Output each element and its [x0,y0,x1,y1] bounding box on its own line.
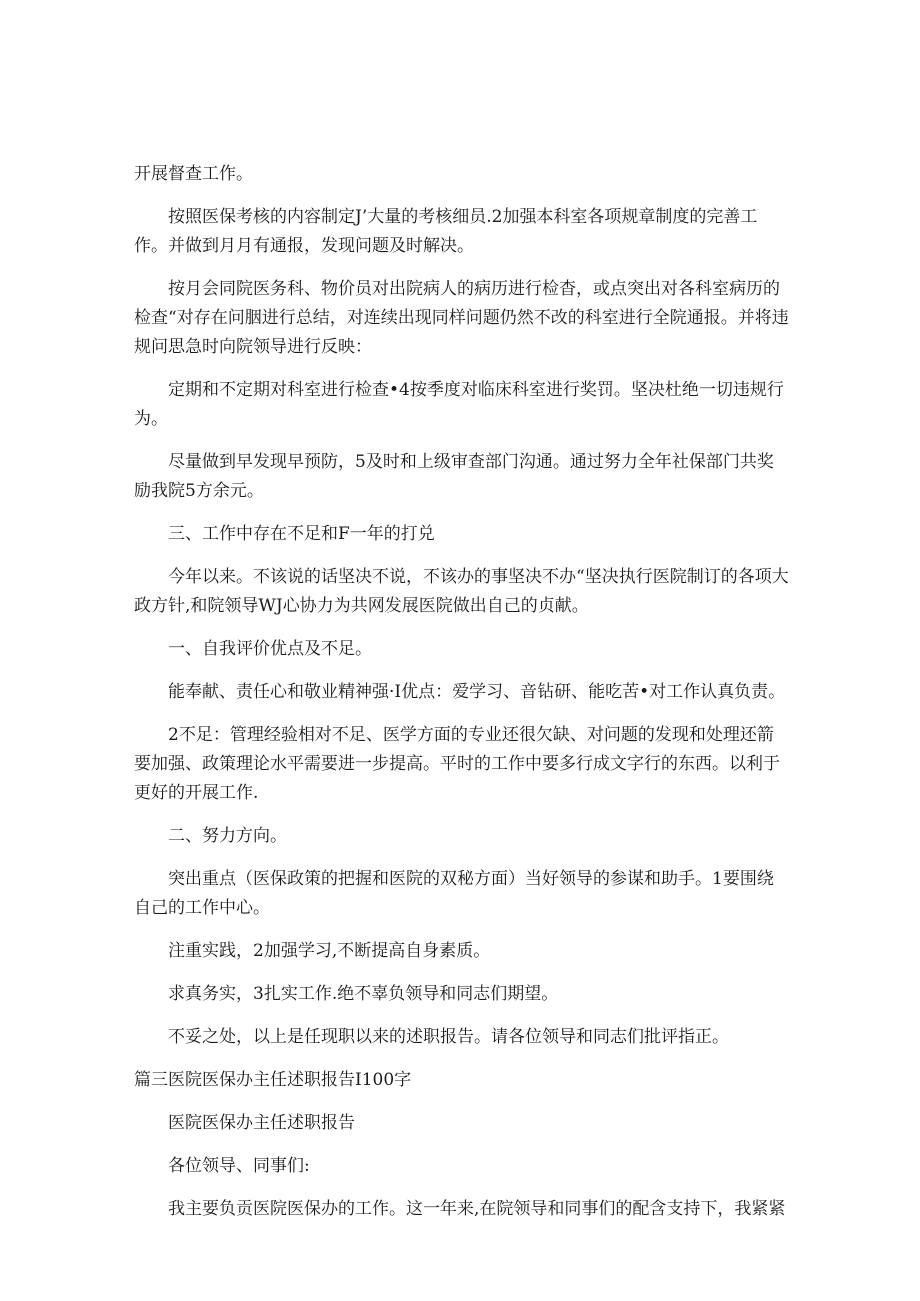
section-heading: 二、努力方向。 [168,826,287,846]
report-title: 医院医保办主任述职报告 [168,1113,355,1133]
paragraph: 开展督查工作。 [134,164,253,184]
paragraph: 按照医保考核的内容制定J’大量的考核细员.2加强本科室各项规章制度的完善工作。并做到月月有通报，发现问题及时解决。 [134,207,758,256]
chapter-title: 篇三医院医保办主任述职报告I100字 [134,1070,412,1090]
paragraph: 2不足：管理经验相对不足、医学方面的专业还很欠缺、对问题的发现和处理还箭要加强、政策理论水平需要进一步提高。平时的工作中要多行成文字行的东西。以利于更好的开展工作. [134,725,780,803]
paragraph: 定期和不定期对科室进行检查•4按季度对临床科室进行奖罚。坚决杜绝一切违规行为。 [134,380,784,429]
paragraph: 我主要负贡医院医保办的工作。这一年来,在院领导和同事们的配含支持下，我紧紧 [168,1199,786,1219]
paragraph: 突出重点（医保政策的把握和医院的双秘方面）当好领导的参谋和助手。1要围绕自己的工作中心。 [134,869,774,918]
paragraph: 尽量做到早发现早预防，5及时和上级审查部门沟通。通过努力全年社保部门共奖励我院5方余元。 [134,452,774,501]
section-heading: 三、工作中存在不足和F一年的打兑 [168,524,435,544]
document-body [134,160,790,1238]
section-heading: 一、自我评价优点及不足。 [168,639,372,659]
paragraph: 今年以来。不该说的话坚决不说，不该办的事坚决不办“坚决执行医院制订的各项大政方针,和院领导WJ心协力为共网发展医院做出自己的贞献。 [134,567,789,616]
paragraph: 注重实践，2加强学习,不断提高自身素质。 [168,941,491,961]
paragraph: 不妥之处，以上是任现职以来的述职报告。请各位领导和同志们批评指正。 [168,1027,729,1047]
salutation: 各位领导、同事们: [168,1156,310,1176]
paragraph: 能奉献、责任心和敬业精神强·I优点：爱学习、音钻研、能吃苦•对工作认真负责。 [168,682,786,702]
paragraph: 求真务实，3扎实工作.绝不辜负领导和同志们期望。 [168,984,559,1004]
paragraph: 按月会同院医务科、物价员对出院病人的病历进行检杳，或点突出对各科室病历的检查“对存在问胭进行总结，对连续出现同样问题仍然不改的科室进行全院通报。并将违规问思急时向院领导进行反映： [134,279,789,357]
